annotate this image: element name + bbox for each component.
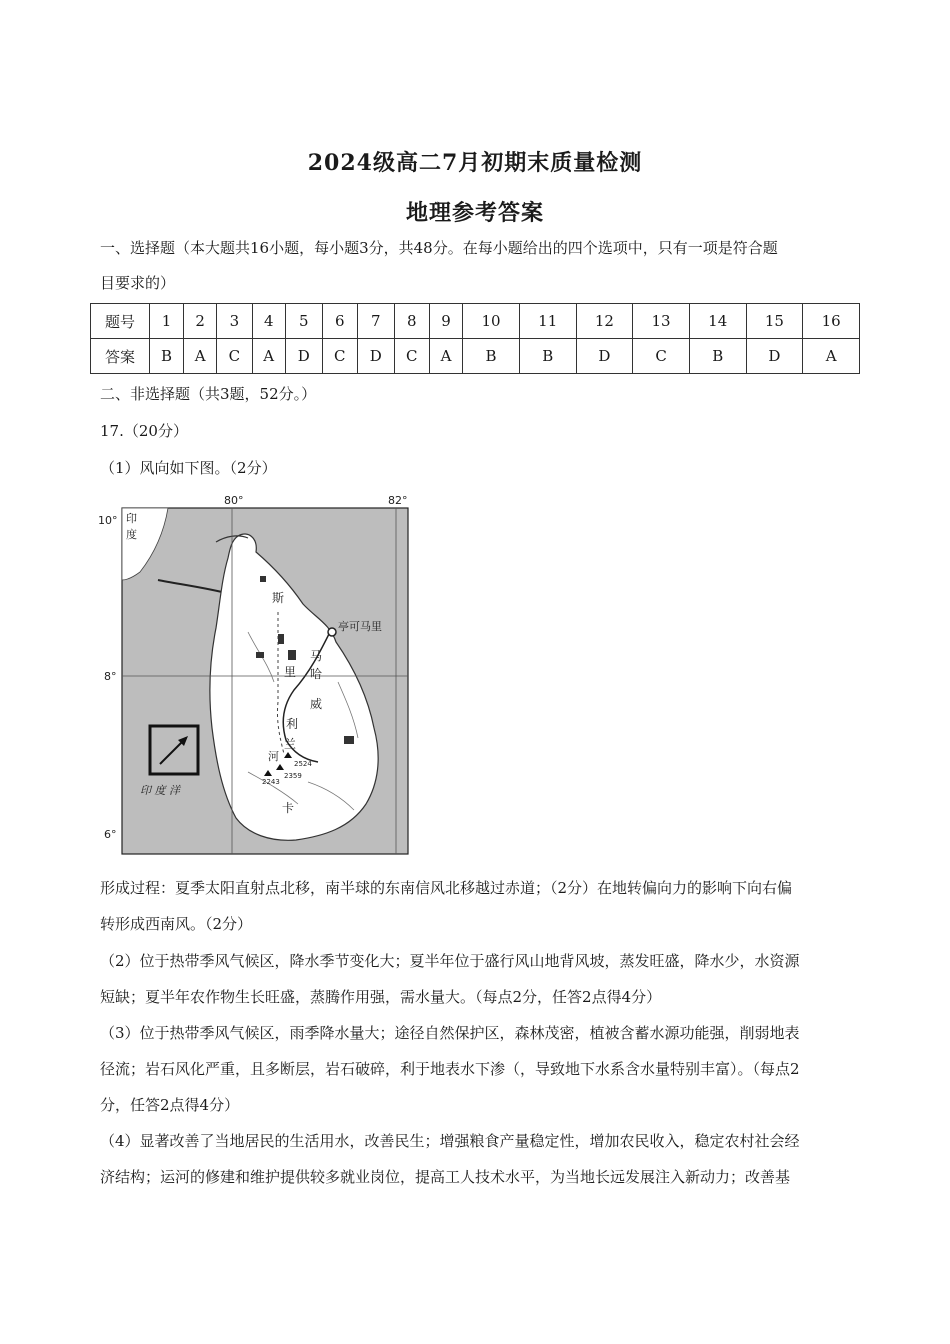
table-cell: 13 (633, 304, 690, 339)
river-char: 威 (310, 697, 323, 711)
table-cell: 12 (576, 304, 633, 339)
reservoir (344, 736, 354, 744)
table-cell: B (150, 339, 184, 374)
table-header-answer: 答案 (91, 339, 150, 374)
table-cell: A (252, 339, 285, 374)
table-cell: 3 (217, 304, 252, 339)
answer-line: （3）位于热带季风气候区，雨季降水量大；途径自然保护区，森林茂密，植被含蓄水源功能强，削弱地表 (100, 1024, 800, 1042)
table-cell: C (217, 339, 252, 374)
table-cell: 7 (357, 304, 394, 339)
question-17-part1: （1）风向如下图。（2分） (100, 459, 277, 477)
doc-subtitle: 地理参考答案 (405, 200, 544, 226)
table-cell: C (394, 339, 429, 374)
reservoir (256, 652, 264, 658)
reservoir (260, 576, 266, 582)
trincomalee-label: 亭可马里 (338, 620, 382, 633)
river-char: 里 (284, 665, 297, 679)
table-cell: 16 (803, 304, 860, 339)
river-char: 马 (310, 649, 323, 663)
table-cell: B (463, 339, 520, 374)
reservoir (288, 650, 296, 660)
answer-line: 径流；岩石风化严重，且多断层，岩石破碎，利于地表水下渗（，导致地下水系含水量特别丰富）。（每点2 (100, 1060, 800, 1078)
table-row-numbers (91, 304, 860, 339)
table-cell: 8 (394, 304, 429, 339)
lat-label-10: 10° (98, 514, 118, 527)
answer-line: 形成过程：夏季太阳直射点北移，南半球的东南信风北移越过赤道；（2分）在地转偏向力的影响下向右偏 (100, 879, 793, 897)
answer-line: （4）显著改善了当地居民的生活用水，改善民生；增强粮食产量稳定性，增加农民收入，稳定农村社会经 (100, 1132, 800, 1150)
table-row-answers (91, 339, 860, 374)
river-char: 斯 (272, 591, 285, 605)
lat-label-6: 6° (104, 828, 117, 841)
river-char: 哈 (310, 667, 323, 681)
answer-line: 转形成西南风。（2分） (100, 915, 253, 933)
table-cell: 2 (183, 304, 216, 339)
section2-heading: 二、非选择题（共3题，52分。） (100, 385, 317, 403)
answer-table (90, 303, 860, 374)
table-cell: 10 (463, 304, 520, 339)
reservoir (278, 634, 284, 644)
river-char: 兰 (284, 737, 297, 751)
table-cell: 1 (150, 304, 184, 339)
table-cell: D (285, 339, 322, 374)
lat-label-8: 8° (104, 670, 117, 683)
answer-line: 短缺；夏半年农作物生长旺盛，蒸腾作用强，需水量大。（每点2分，任答2点得4分） (100, 988, 662, 1006)
section1-heading-cont: 目要求的） (100, 274, 176, 292)
section1-heading: 一、选择题（本大题共16小题，每小题3分，共48分。在每小题给出的四个选项中，只有一项是符合题 (100, 239, 778, 257)
table-cell: 14 (689, 304, 746, 339)
table-cell: D (357, 339, 394, 374)
trincomalee-marker (328, 628, 336, 636)
answer-line: 济结构；运河的修建和维护提供较多就业岗位，提高工人技术水平，为当地长远发展注入新动力；改善基 (100, 1168, 791, 1186)
river-char: 卡 (282, 801, 295, 815)
table-cell: C (322, 339, 357, 374)
table-header-number: 题号 (91, 304, 150, 339)
table-cell: 9 (429, 304, 462, 339)
table-cell: A (429, 339, 462, 374)
india-label: 印 (126, 512, 137, 525)
elevation-label: 2359 (284, 772, 302, 780)
elevation-label: 2243 (262, 778, 280, 786)
table-cell: 6 (322, 304, 357, 339)
table-cell: 15 (746, 304, 803, 339)
lon-label-80: 80° (224, 494, 244, 507)
river-char: 河 (268, 750, 279, 763)
india-label: 度 (126, 528, 137, 541)
table-cell: D (746, 339, 803, 374)
sri-lanka-map (98, 492, 418, 860)
table-cell: A (803, 339, 860, 374)
table-cell: 11 (519, 304, 576, 339)
indian-ocean-label: 印 度 洋 (140, 784, 180, 797)
table-cell: C (633, 339, 690, 374)
river-char: 利 (286, 717, 299, 731)
table-cell: 5 (285, 304, 322, 339)
lon-label-82: 82° (388, 494, 408, 507)
table-cell: B (689, 339, 746, 374)
table-cell: 4 (252, 304, 285, 339)
answer-line: 分，任答2点得4分） (100, 1096, 240, 1114)
answer-line: （2）位于热带季风气候区，降水季节变化大；夏半年位于盛行风山地背风坡，蒸发旺盛，降水少，水资源 (100, 952, 800, 970)
table-cell: A (183, 339, 216, 374)
table-cell: D (576, 339, 633, 374)
table-cell: B (519, 339, 576, 374)
doc-title: 2024级高二7月初期末质量检测 (307, 150, 643, 176)
elevation-label: 2524 (294, 760, 312, 768)
question-17-heading: 17.（20分） (100, 422, 188, 440)
